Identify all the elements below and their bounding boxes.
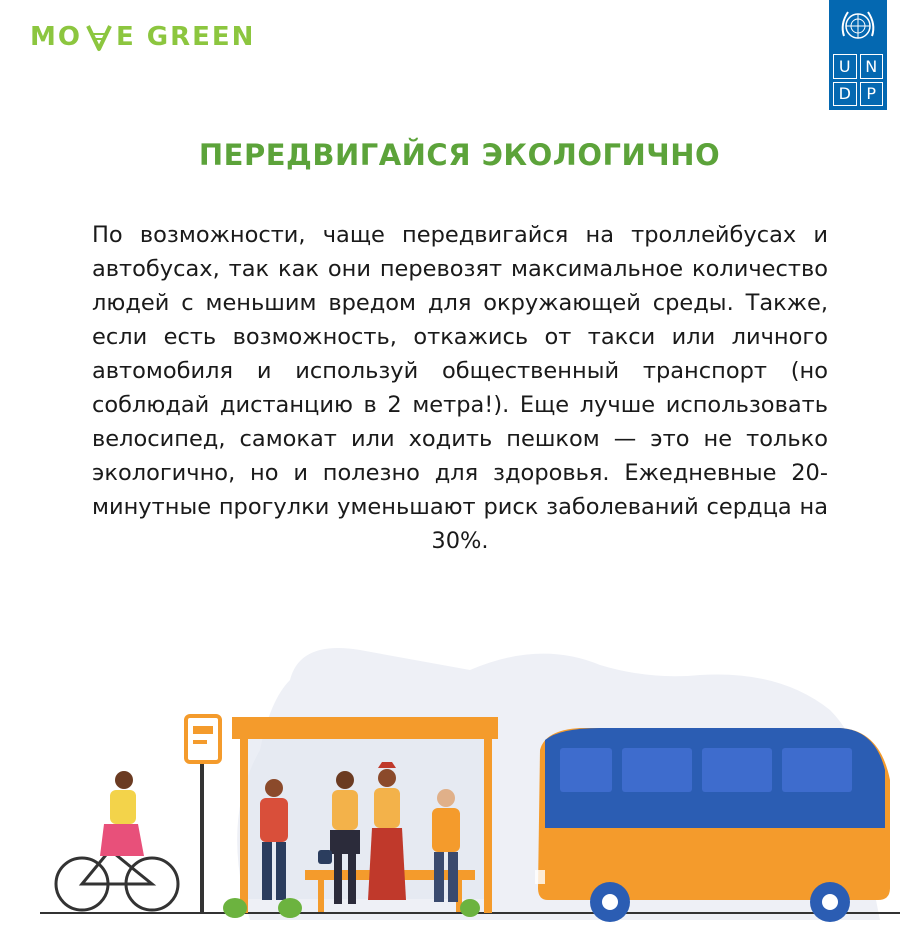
logo-text-left: MO [30,22,82,52]
bus-stop-sign [186,716,220,912]
move-green-logo [30,22,255,52]
undp-letter-u: U [833,54,857,79]
page-title: ПЕРЕДВИГАЙСЯ ЭКОЛОГИЧНО [198,138,721,172]
un-emblem-icon [838,6,878,46]
body-paragraph: По возможности, чаще передвигайся на троллейбусах и автобусах, так как они перевозят максимальное количество людей с меньшим вредом для окружающей среды. Также, если есть возможность, откажись от такси или личного автомобиля и используй общественный транспорт (но соблюдай дистанцию в 2 метра!). Еще лучше использовать велосипед, самокат или ходить пешком — это не только экологично, но и полезно для здоровья. Ежедневные 20-минутные прогулки уменьшают риск заболеваний сердца на 30%. [92,222,828,554]
leaf-v-icon [84,22,114,52]
logo-text-right: E GREEN [115,22,256,52]
undp-letter-d: D [833,82,857,107]
bus [535,728,890,922]
undp-letter-p: P [860,82,884,107]
bus-stop-illustration [0,620,919,949]
undp-logo [829,0,887,110]
undp-letter-n: N [860,54,884,79]
cyclist [56,771,178,910]
